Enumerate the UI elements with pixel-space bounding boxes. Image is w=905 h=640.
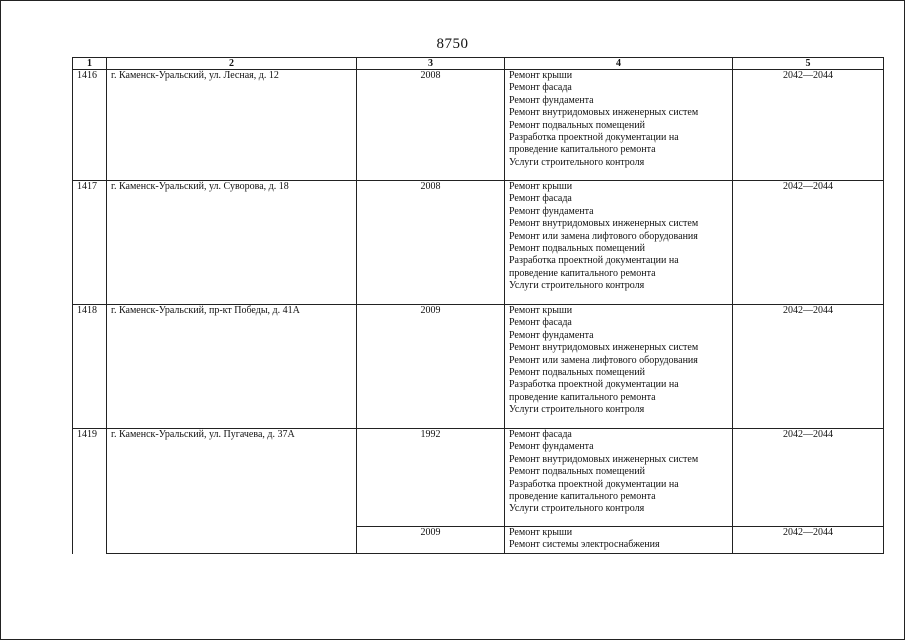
works-cell (505, 527, 733, 554)
work-item: Услуги строительного контроля (509, 404, 645, 416)
table-row (73, 181, 884, 305)
address-cell: г. Каменск-Уральский, ул. Лесная, д. 12 (107, 70, 357, 181)
row-number: 1419 (73, 429, 107, 554)
work-item: Услуги строительного контроля (509, 156, 645, 168)
work-item: Ремонт подвальных помещений (509, 367, 645, 379)
work-item: Ремонт подвальных помещений (509, 466, 645, 478)
work-item: Ремонт крыши (509, 305, 573, 316)
work-item: проведение капитального ремонта (509, 391, 656, 403)
work-item: Ремонт крыши (509, 527, 573, 538)
row-number: 1418 (73, 305, 107, 429)
column-header: 5 (733, 58, 884, 70)
work-item: Ремонт фундамента (509, 329, 594, 341)
works-cell (505, 429, 733, 527)
work-item: Разработка проектной документации на (509, 478, 679, 490)
work-item: Ремонт фундамента (509, 205, 594, 217)
period-cell: 2042—2044 (733, 429, 884, 527)
work-item: Ремонт системы электроснабжения (509, 539, 660, 551)
work-item: Ремонт внутридомовых инженерных систем (509, 218, 699, 230)
work-item: Ремонт крыши (509, 181, 573, 192)
column-header: 3 (357, 58, 505, 70)
table-row (73, 429, 884, 527)
year-cell: 2009 (357, 527, 505, 554)
header-row (73, 58, 884, 70)
year-cell: 2008 (357, 70, 505, 181)
address-cell: г. Каменск-Уральский, ул. Суворова, д. 18 (107, 181, 357, 305)
work-item: Ремонт фасада (509, 193, 572, 205)
period-cell: 2042—2044 (733, 527, 884, 554)
column-header: 2 (107, 58, 357, 70)
work-item: Ремонт фасада (509, 317, 572, 329)
work-item: Ремонт фасада (509, 429, 572, 440)
works-cell (505, 305, 733, 429)
work-item: Ремонт или замена лифтового оборудования (509, 230, 698, 242)
work-item: Ремонт крыши (509, 70, 573, 81)
work-item: Ремонт внутридомовых инженерных систем (509, 107, 699, 119)
work-item: Ремонт внутридомовых инженерных систем (509, 342, 699, 354)
work-item: Услуги строительного контроля (509, 280, 645, 292)
column-header: 1 (73, 58, 107, 70)
year-cell: 2008 (357, 181, 505, 305)
table-row (73, 305, 884, 429)
period-cell: 2042—2044 (733, 70, 884, 181)
work-item: Ремонт подвальных помещений (509, 119, 645, 131)
work-item: Ремонт внутридомовых инженерных систем (509, 453, 699, 465)
work-item: проведение капитального ремонта (509, 491, 656, 503)
period-cell: 2042—2044 (733, 305, 884, 429)
work-item: Услуги строительного контроля (509, 503, 645, 515)
address-cell: г. Каменск-Уральский, пр-кт Победы, д. 41А (107, 305, 357, 429)
table-row (73, 70, 884, 181)
work-item: Разработка проектной документации на (509, 255, 679, 267)
address-cell: г. Каменск-Уральский, ул. Пугачева, д. 37А (107, 429, 357, 554)
work-item: Ремонт или замена лифтового оборудования (509, 354, 698, 366)
work-item: Ремонт фундамента (509, 94, 594, 106)
work-item: Ремонт фундамента (509, 441, 594, 453)
page-number: 8750 (436, 36, 469, 52)
work-item: Разработка проектной документации на (509, 132, 679, 144)
work-item: проведение капитального ремонта (509, 144, 656, 156)
works-cell (505, 181, 733, 305)
row-number: 1417 (73, 181, 107, 305)
work-item: проведение капитального ремонта (509, 267, 656, 279)
work-item: Ремонт фасада (509, 82, 572, 94)
work-item: Разработка проектной документации на (509, 379, 679, 391)
repair-schedule-table (72, 57, 884, 554)
work-item: Ремонт подвальных помещений (509, 243, 645, 255)
year-cell: 2009 (357, 305, 505, 429)
column-header: 4 (505, 58, 733, 70)
works-cell (505, 70, 733, 181)
period-cell: 2042—2044 (733, 181, 884, 305)
row-number: 1416 (73, 70, 107, 181)
year-cell: 1992 (357, 429, 505, 527)
